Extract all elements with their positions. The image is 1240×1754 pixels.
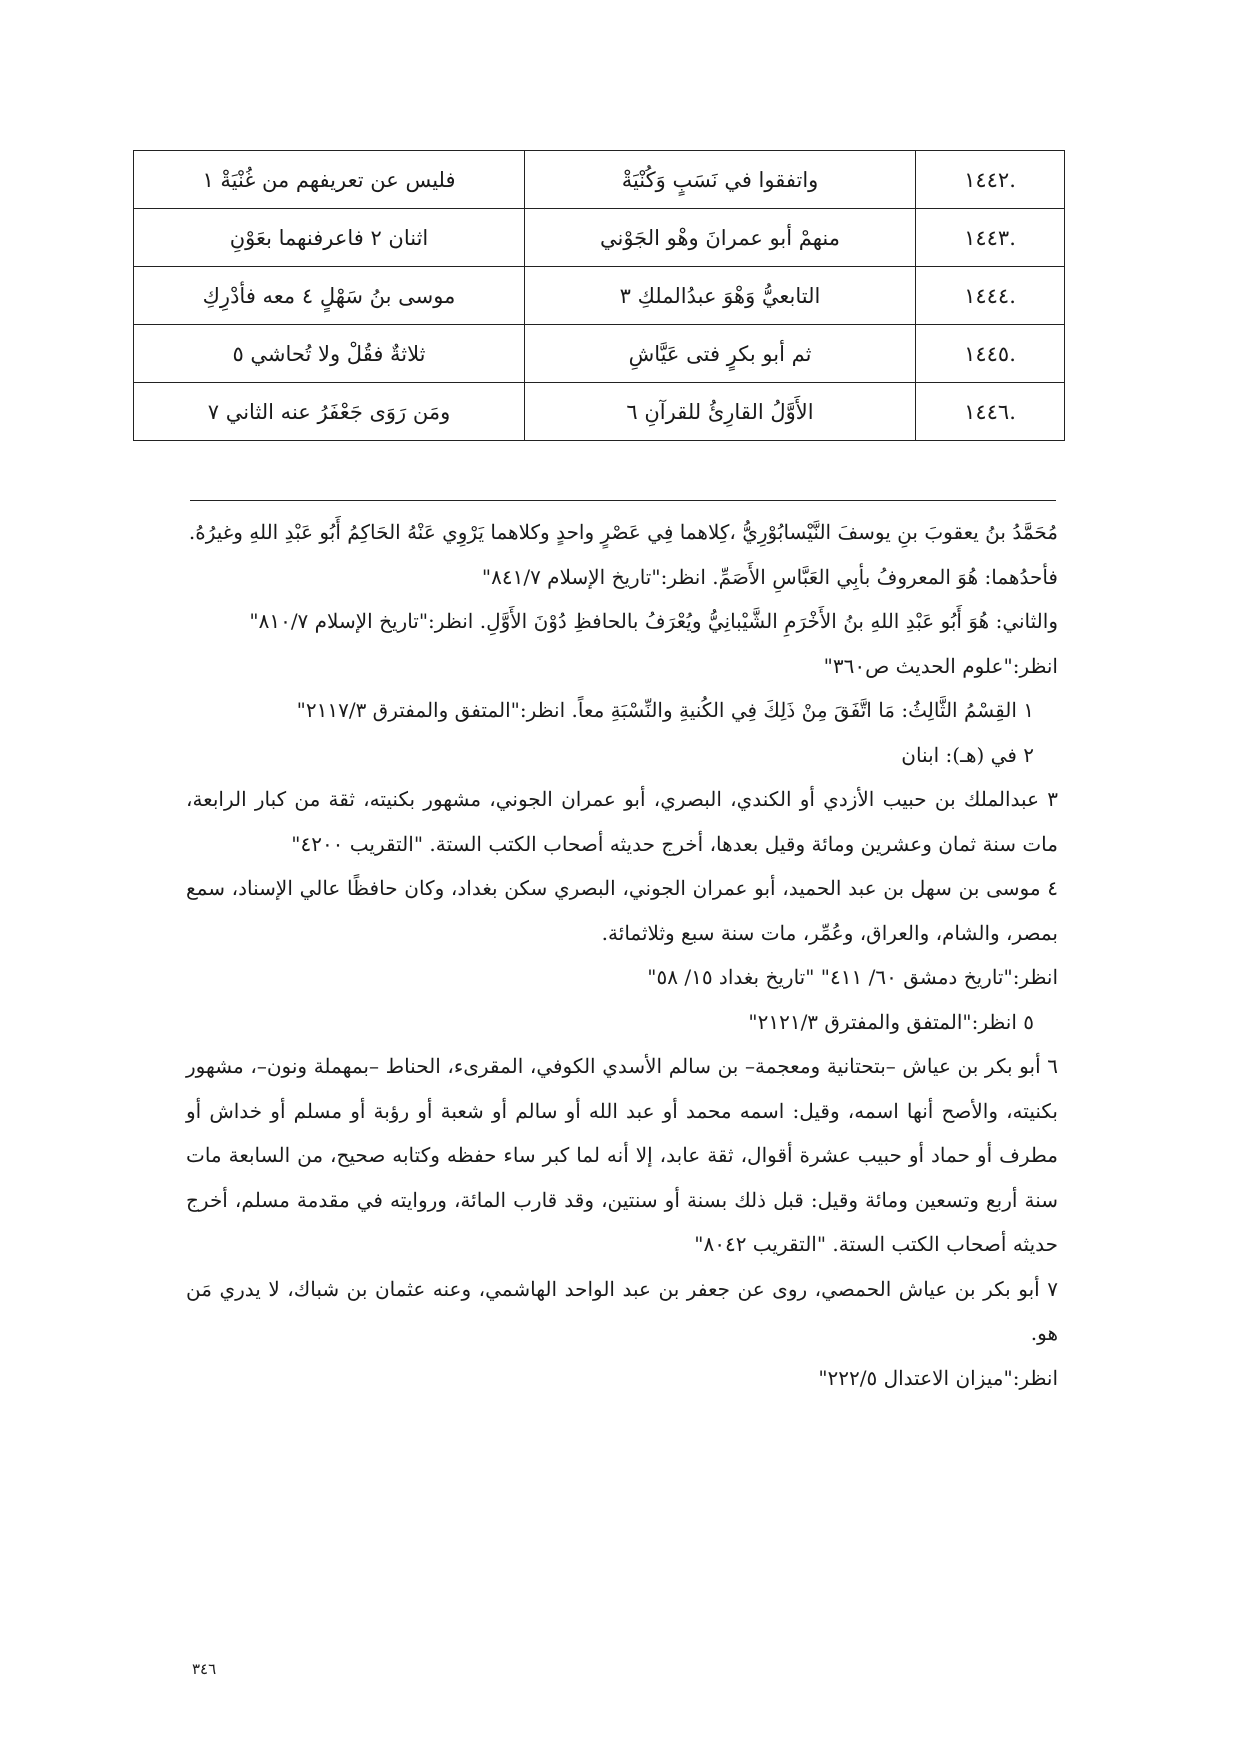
page-number: ٣٤٦ [192,1660,217,1678]
table-row [134,151,1065,209]
verse-first-hemistich: الأَوَّلُ القارِئُ للقرآنِ ٦ [525,383,916,441]
footnote-paragraph: ٥ انظر:"المتفق والمفترق ٢١٢١/٣" [748,1009,1034,1034]
verse-first-hemistich: ثم أبو بكرٍ فتى عَيَّاشِ [525,325,916,383]
verse-table [133,150,1065,441]
verse-second-hemistich: ثلاثةٌ فقُلْ ولا تُحاشي ٥ [134,325,525,383]
verse-number: .١٤٤٢ [916,151,1065,209]
footnote-paragraph: فأحدُهما: هُوَ المعروفُ بأبِي العَبَّاسِ الأَصَمِّ. انظر:"تاريخ الإسلام ٨٤١/٧" [481,564,1058,589]
footnote-paragraph: انظر:"ميزان الاعتدال ٢٢٢/٥" [818,1365,1058,1390]
verse-second-hemistich: فليس عن تعريفهم من غُنْيَةْ ١ [134,151,525,209]
footnote-paragraph: ٣ عبدالملك بن حبيب الأزدي أو الكندي، البصري، أبو عمران الجوني، مشهور بكنيته، ثقة من كبار الرابعة، مات سنة ثمان وعشرين ومائة وقيل بعدها، أخرج حديثه أصحاب الكتب الستة. "التقريب ٤٢٠٠" [186,787,1058,856]
footnotes [186,510,1058,1400]
footnote-paragraph: انظر:"تاريخ دمشق ٦٠/ ٤١١" "تاريخ بغداد ١٥/ ٥٨" [647,965,1058,989]
table-row [134,267,1065,325]
verse-number: .١٤٤٥ [916,325,1065,383]
verse-first-hemistich: منهمْ أبو عمرانَ وهْو الجَوْني [525,209,916,267]
footnote-paragraph: انظر:"علوم الحديث ص٣٦٠" [823,653,1058,678]
verse-number: .١٤٤٤ [916,267,1065,325]
verse-first-hemistich: واتفقوا في نَسَبٍ وَكُنْيَةْ [525,151,916,209]
verse-second-hemistich: اثنان ٢ فاعرفنهما بعَوْنِ [134,209,525,267]
table-row [134,383,1065,441]
footnote-paragraph: ٢ في (هـ): ابنان [901,742,1034,767]
verse-second-hemistich: ومَن رَوَى جَعْفَرُ عنه الثاني ٧ [134,383,525,441]
footnote-paragraph: ٤ موسى بن سهل بن عبد الحميد، أبو عمران الجوني، البصري سكن بغداد، وكان حافظًا عالي الإسناد، سمع بمصر، والشام، والعراق، وعُمِّر، مات سنة سبع وثلاثمائة. [186,876,1059,945]
verse-number: .١٤٤٦ [916,383,1065,441]
footnote-paragraph: والثاني: هُوَ أَبُو عَبْدِ اللهِ بنُ الأَخْرَمِ الشَّيْبانِيُّ ويُعْرَفُ بالحافظِ دُوْنَ الأَوَّلِ. انظر:"تاريخ الإسلام ٨١٠/٧" [249,609,1058,633]
table-row [134,325,1065,383]
footnote-divider [190,500,1056,501]
footnote-paragraph: ١ القِسْمُ الثَّالِثُ: مَا اتَّفَقَ مِنْ ذَلِكَ فِي الكُنيةِ والنِّسْبَةِ معاً. انظر:"المتفق والمفترق ٢١١٧/٣" [296,698,1034,722]
verse-first-hemistich: التابعيُّ وَهْوَ عبدُالملكِ ٣ [525,267,916,325]
footnote-paragraph: ٦ أبو بكر بن عياش –بتحتانية ومعجمة– بن سالم الأسدي الكوفي، المقرىء، الحناط –بمهملة ونون–، مشهور بكنيته، والأصح أنها اسمه، وقيل: اسمه محمد أو عبد الله أو سالم أو شعبة أو رؤبة أو مسلم أو خداش أو مطرف أو حماد أو حبيب عشرة أقوال، ثقة عابد، إلا أنه لما كبر ساء حفظه وكتابه صحيح، من السابعة مات سنة أربع وتسعين ومائة وقيل: قبل ذلك بسنة أو سنتين، وقد قارب المائة، وروايته في مقدمة مسلم، أخرج حديثه أصحاب الكتب الستة. "التقريب ٨٠٤٢" [186,1054,1058,1256]
verse-number: .١٤٤٣ [916,209,1065,267]
table-row [134,209,1065,267]
verse-second-hemistich: موسى بنُ سَهْلٍ ٤ معه فأدْرِكِ [134,267,525,325]
footnote-paragraph: ٧ أبو بكر بن عياش الحمصي، روى عن جعفر بن عبد الواحد الهاشمي، وعنه عثمان بن شباك، لا يدري مَن هو. [186,1276,1058,1345]
footnote-paragraph: مُحَمَّدُ بنُ يعقوبَ بنِ يوسفَ النَّيْسابُوْرِيُّ ،كِلاهما فِي عَصْرٍ واحدٍ وكلاهما يَرْوِي عَنْهُ الحَاكِمُ أَبُو عَبْدِ اللهِ وغيرُهُ. [188,520,1058,544]
